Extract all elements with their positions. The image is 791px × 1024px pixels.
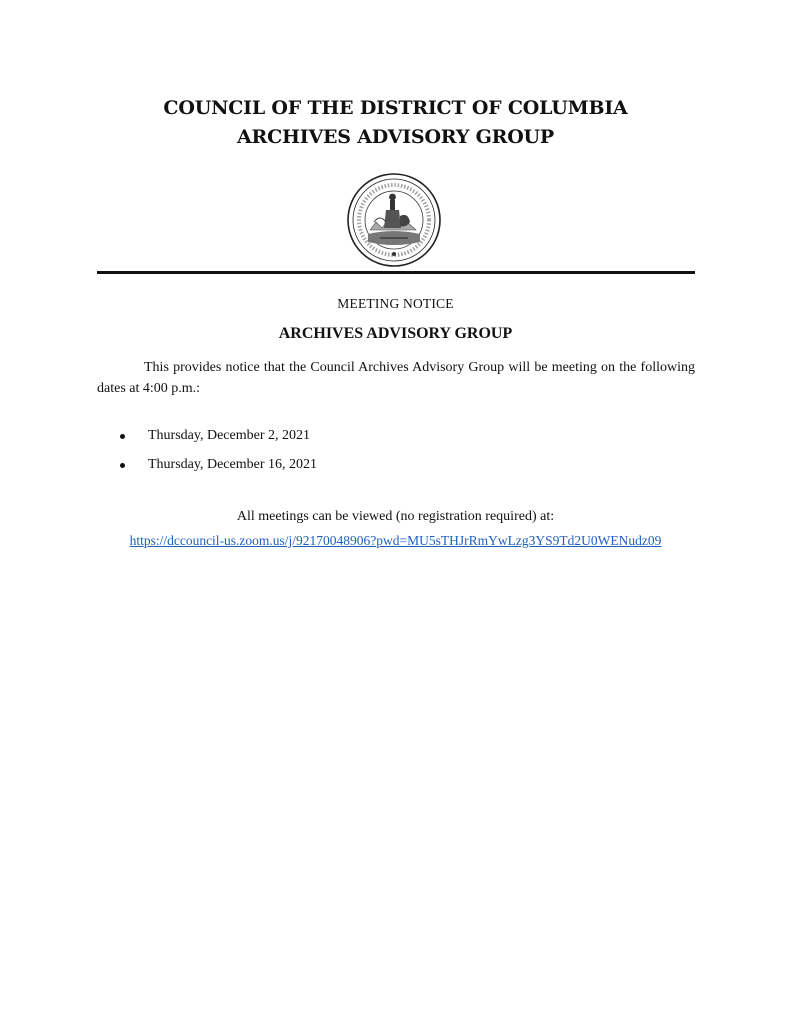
zoom-meeting-link[interactable]: https://dccouncil-us.zoom.us/j/92170048906?pwd=MU5sTHJrRmYwLzg3YS9Td2U0WENudz09 <box>129 533 662 548</box>
district-seal-icon <box>346 172 442 268</box>
notice-subject: ARCHIVES ADVISORY GROUP <box>278 325 513 342</box>
meeting-date: Thursday, December 16, 2021 <box>148 457 317 472</box>
meeting-date: Thursday, December 2, 2021 <box>148 428 310 443</box>
meeting-date-list <box>118 428 317 486</box>
document-header <box>0 94 791 152</box>
header-divider <box>97 271 695 274</box>
header-line-group: ARCHIVES ADVISORY GROUP <box>236 126 555 148</box>
viewing-instructions: All meetings can be viewed (no registration required) at: <box>236 509 555 524</box>
header-line-council: COUNCIL OF THE DISTRICT OF COLUMBIA <box>163 97 628 119</box>
notice-label: MEETING NOTICE <box>337 296 454 311</box>
notice-body: This provides notice that the Council Archives Advisory Group will be meeting on the following dates at 4:00 p.m.: <box>97 360 695 396</box>
bullet-icon <box>120 463 125 468</box>
zoom-link-container <box>0 533 791 549</box>
list-item <box>118 428 317 457</box>
list-item <box>118 457 317 486</box>
bullet-icon <box>120 434 125 439</box>
